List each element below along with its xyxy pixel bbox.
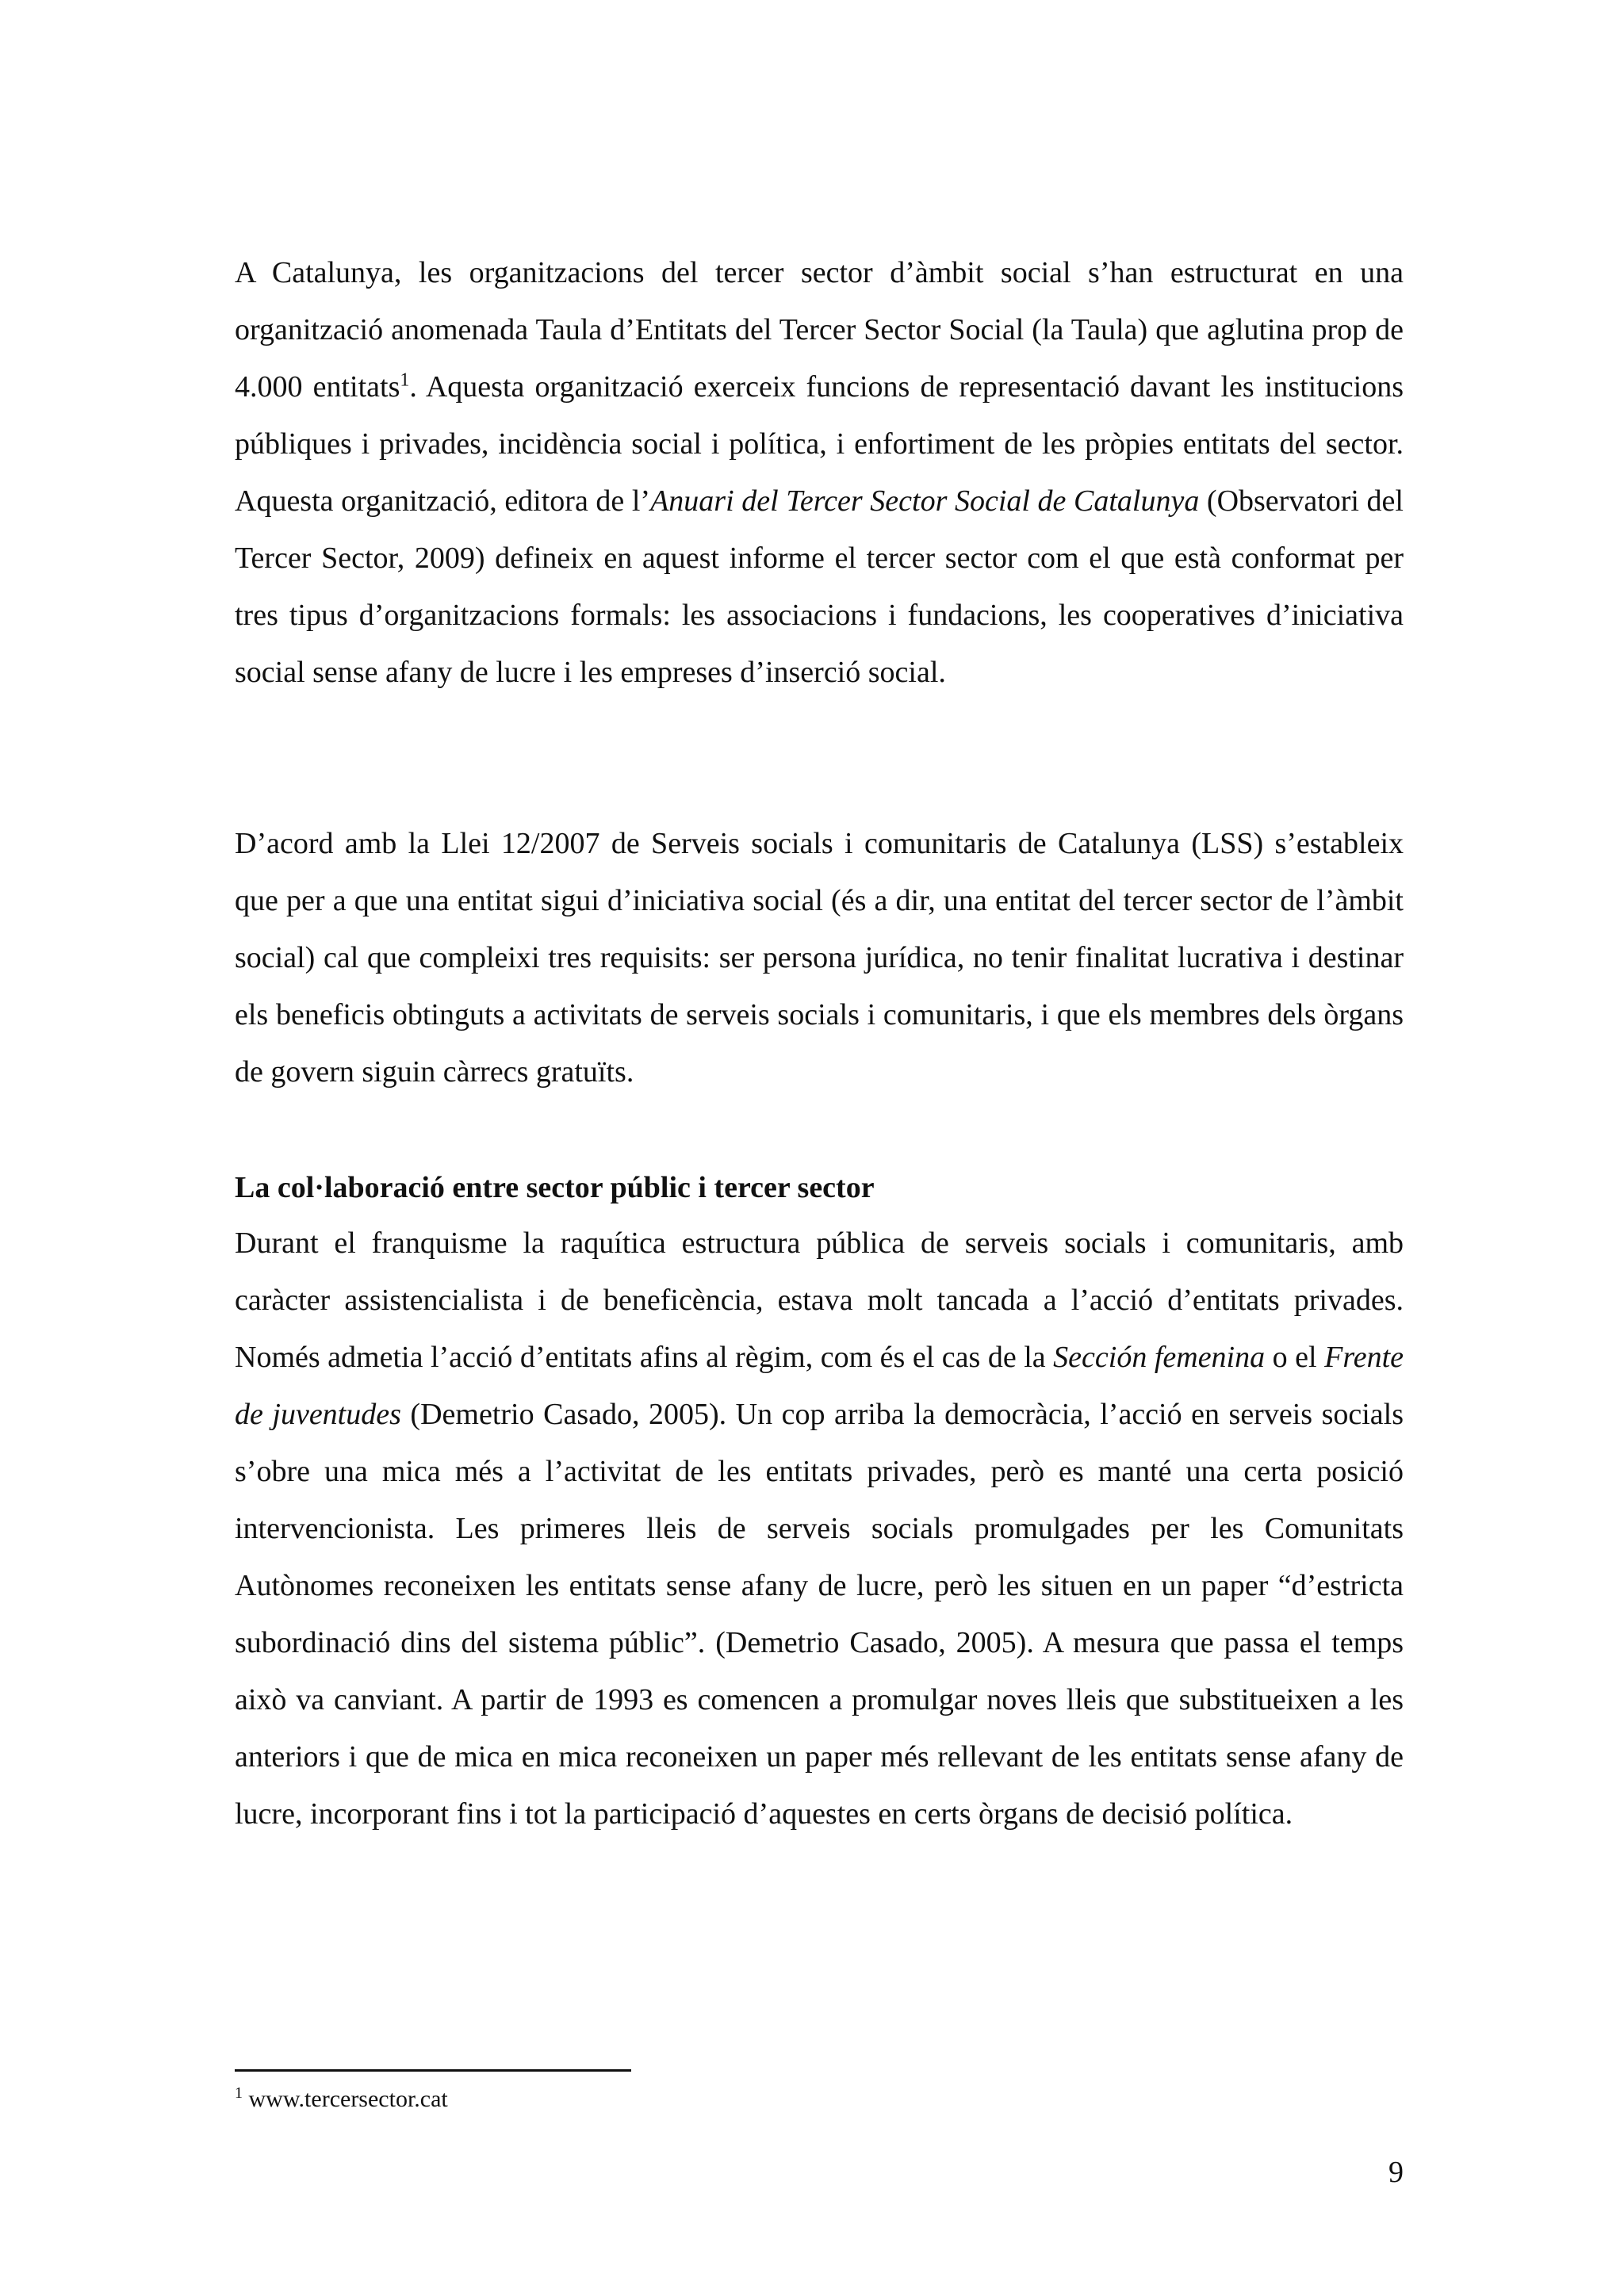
footnote-separator bbox=[235, 2069, 631, 2072]
italic-seccion-femenina: Sección femenina bbox=[1053, 1341, 1266, 1374]
paragraph-llei-serveis-socials bbox=[235, 815, 1404, 1100]
paragraph-text bbox=[235, 1215, 1404, 1843]
paragraph-text-part: . Aquesta organització exerceix funcions de representació davant les institucions públiques i privades, incidència social i política, i enfortiment de les pròpies entitats del sector. Aquesta organització, editora de l’ bbox=[235, 370, 1404, 518]
page-number: 9 bbox=[1388, 2156, 1404, 2189]
footnote bbox=[235, 2084, 448, 2115]
italic-frente-juventudes: Frente de juventudes bbox=[235, 1341, 1404, 1431]
paragraph-taula-entitats bbox=[235, 244, 1404, 701]
paragraph-text-part: A Catalunya, les organitzacions del tercer sector d’àmbit social s’han estructurat en una organització anomenada Taula d’Entitats del Tercer Sector Social (la Taula) que aglutina prop de 4.000 entitats bbox=[235, 256, 1404, 404]
paragraph-text-part: (Demetrio Casado, 2005). Un cop arriba la democràcia, l’acció en serveis socials s’obre una mica més a l’activitat de les entitats privades, però es manté una certa posició intervencionista. Les primeres lleis de serveis socials promulgades per les Comunitats Autònomes reconeixen les entitats sense afany de lucre, però les situen en un paper “d’estricta subordinació dins del sistema públic”. (Demetrio Casado, 2005). A mesura que passa el temps això va canviant. A partir de 1993 es comencen a promulgar noves lleis que substitueixen a les anteriors i que de mica en mica reconeixen un paper més rellevant de les entitats sense afany de lucre, incorporant fins i tot la participació d’aquestes en certs òrgans de decisió política. bbox=[235, 1398, 1404, 1831]
footnote-marker: 1 bbox=[235, 2084, 243, 2102]
paragraph-collaboracio bbox=[235, 1215, 1404, 1843]
paragraph-text: D’acord amb la Llei 12/2007 de Serveis socials i comunitaris de Catalunya (LSS) s’estableix que per a que una entitat sigui d’iniciativa social (és a dir, una entitat del tercer sector de l’àmbit social) cal que compleixi tres requisits: ser persona jurídica, no tenir finalitat lucrativa i destinar els beneficis obtinguts a activitats de serveis socials i comunitaris, i que els membres dels òrgans de govern siguin càrrecs gratuïts. bbox=[235, 827, 1404, 1089]
paragraph-text-part: (Observatori del Tercer Sector, 2009) defineix en aquest informe el tercer sector com el que està conformat per tres tipus d’organitzacions formals: les associacions i fundacions, les cooperatives d’iniciativa social sense afany de lucre i les empreses d’inserció social. bbox=[235, 484, 1404, 689]
italic-title-anuari: Anuari del Tercer Sector Social de Catalunya bbox=[650, 484, 1200, 518]
paragraph-text bbox=[235, 244, 1404, 701]
paragraph-text-part: Durant el franquisme la raquítica estructura pública de serveis socials i comunitaris, amb caràcter assistencialista i de beneficència, estava molt tancada a l’acció d’entitats privades. Només admetia l’acció d’entitats afins al règim, com és el cas de la bbox=[235, 1226, 1404, 1374]
paragraph-text-part: o el bbox=[1265, 1341, 1325, 1374]
footnote-reference[interactable]: 1 bbox=[400, 369, 410, 391]
section-heading: La col·laboració entre sector públic i tercer sector bbox=[235, 1171, 875, 1204]
footnote-link[interactable]: www.tercersector.cat bbox=[243, 2086, 448, 2112]
